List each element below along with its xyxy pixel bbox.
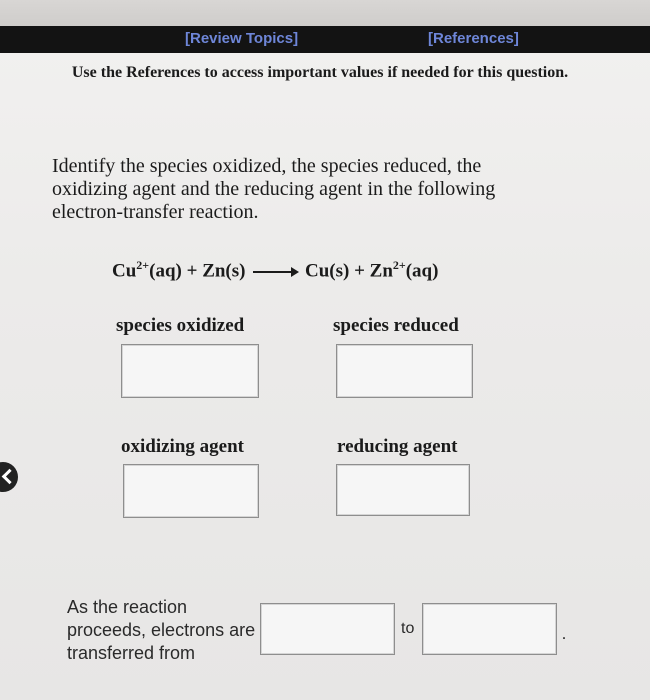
sentence-period: . <box>562 626 566 643</box>
reducing-agent-label: reducing agent <box>337 436 458 457</box>
equation-reactant-cu: Cu <box>112 260 137 282</box>
equation-cu-charge: 2+ <box>136 258 150 272</box>
equation-product-state: (aq) <box>405 260 439 282</box>
question-toolbar <box>0 26 650 53</box>
references-note: Use the References to access important values if needed for this question. <box>71 64 569 81</box>
equation-reactant-states: (aq) + Zn(s) <box>149 260 246 282</box>
question-prompt: Identify the species oxidized, the species reduced, the oxidizing agent and the reducing agent in the following electron-transfer reaction. <box>52 155 496 223</box>
equation-zn-charge: 2+ <box>392 258 406 272</box>
species-reduced-input[interactable] <box>336 344 473 398</box>
transfer-to-input[interactable] <box>422 603 557 655</box>
reaction-arrow-icon <box>253 271 297 273</box>
equation-products: Cu(s) + Zn <box>304 260 393 282</box>
reducing-agent-input[interactable] <box>336 464 470 516</box>
transfer-from-input[interactable] <box>260 603 395 655</box>
oxidizing-agent-input[interactable] <box>123 464 259 518</box>
oxidizing-agent-label: oxidizing agent <box>121 436 244 457</box>
species-oxidized-label: species oxidized <box>116 315 245 336</box>
side-panel-toggle[interactable] <box>0 462 18 492</box>
window-top-strip <box>0 0 650 26</box>
species-reduced-label: species reduced <box>333 315 459 336</box>
reaction-equation <box>112 258 438 282</box>
chevron-left-icon <box>2 469 18 485</box>
references-link[interactable]: [References] <box>428 30 519 47</box>
review-topics-link[interactable]: [Review Topics] <box>185 30 299 47</box>
transfer-to-word: to <box>401 620 415 637</box>
species-oxidized-input[interactable] <box>121 344 259 398</box>
electron-transfer-statement: As the reaction proceeds, electrons are transferred from <box>67 597 256 663</box>
